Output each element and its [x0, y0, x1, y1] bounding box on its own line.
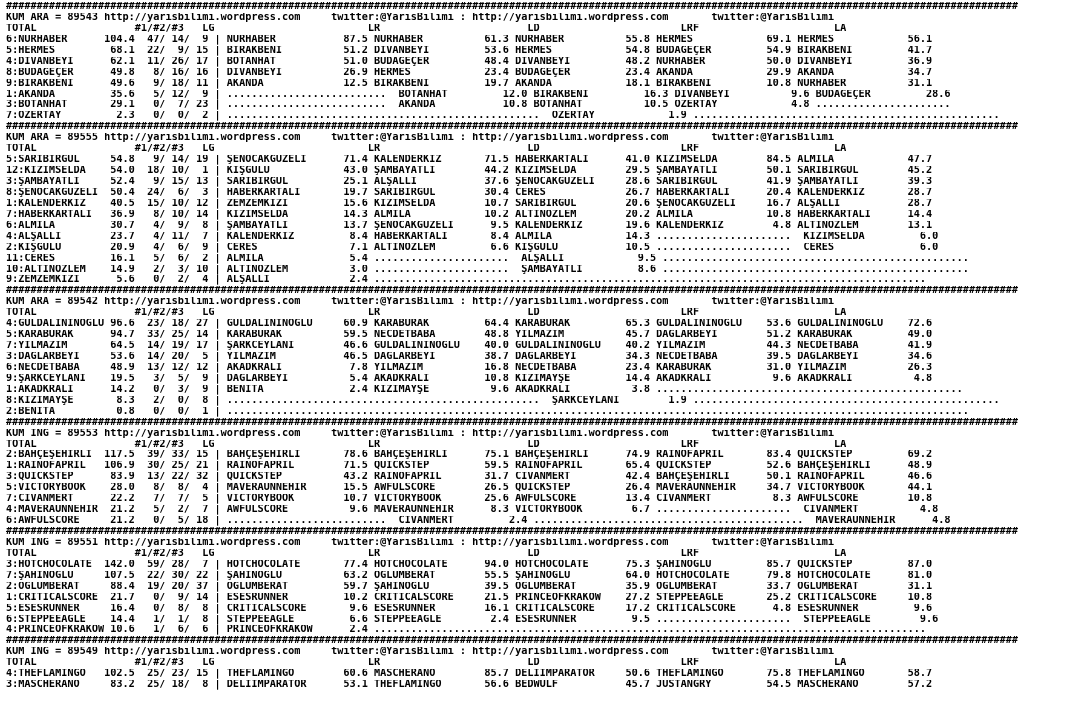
result-row: 6:STEPPEEAGLE 14.4 1/ 1/ 8 | STEPPEEAGLE 6.6 STEPPEEAGLE 2.4 ESESRUNNER 9.5 ...................... STEPPEEAGLE 9.6 [6, 614, 939, 625]
result-row: 1:AKANDA 35.6 5/ 12/ 9 | .......................... BOTANHAT 12.0 BIRAKBENİ 16.3 DİVANBEYİ 9.6 BUDAGEÇER 28.6 [6, 89, 951, 100]
result-row: 2:OĞLUMBERAT 88.4 19/ 20/ 37 | OĞLUMBERAT 59.7 ŞAHİNOĞLU 39.5 OĞLUMBERAT 35.9 OĞLUMBERAT 33.7 OĞLUMBERAT 31.1 [6, 581, 933, 592]
result-row: 4:DİVANBEYİ 62.1 11/ 26/ 17 | BOTANHAT 51.0 BUDAGEÇER 48.4 DİVANBEYİ 48.2 NURHABER 50.0 DİVANBEYİ 36.9 [6, 56, 933, 67]
result-row: 3:MASCHERANO 83.2 25/ 18/ 8 | DELİİMPARATOR 53.1 THEFLAMINGO 56.6 BEDWULF 45.7 JUSTANGRY 54.5 MASCHERANO 57.2 [6, 680, 933, 691]
result-row: 7:ŞAHİNOĞLU 107.5 22/ 30/ 22 | ŞAHİNOĞLU 63.2 OĞLUMBERAT 55.5 ŞAHİNOĞLU 64.0 HOTCHOCOLATE 79.8 HOTCHOCOLATE 81.0 [6, 570, 933, 581]
result-row: 6:NURHABER 104.4 47/ 14/ 9 | NURHABER 87.5 NURHABER 61.3 NURHABER 55.8 HERMES 69.1 HERMES 56.1 [6, 34, 933, 45]
result-row: 6:ALMİLA 30.7 4/ 9/ 8 | ŞAMBAYATLI 13.7 ŞENOCAKGÜZELİ 9.5 KALENDERKIZ 19.6 KALENDERKIZ 4.8 ALTINÖZLEM 13.1 [6, 220, 933, 231]
result-row: 7:ÖZERTAY 2.3 0/ 0/ 2 | ................................................... ÖZERTAY 1.9 .................................................. [6, 111, 1000, 122]
result-row: 5:KARABURAK 94.7 33/ 25/ 14 | KARABURAK 59.5 NECDETBABA 48.8 YILMAZIM 45.7 DAĞLARBEYİ 51.2 KARABURAK 49.0 [6, 330, 933, 341]
column-header: TOTAL #1/#2/#3 LG LR LD LRF LA [6, 308, 847, 319]
section-divider: ##################################################################################################################################################################### [6, 2, 1019, 12]
result-row: 7:CIVANMERT 22.2 7/ 7/ 5 | VICTORYBOOK 10.7 VICTORYBOOK 25.6 AWFULSCORE 13.4 CIVANMERT 8.3 AWFULSCORE 10.8 [6, 494, 933, 505]
section-divider: ##################################################################################################################################################################### [6, 636, 1019, 647]
result-row: 3:HOTCHOCOLATE 142.0 59/ 28/ 7 | HOTCHOCOLATE 77.4 HOTCHOCOLATE 94.0 HOTCHOCOLATE 75.3 ŞAHİNOĞLU 85.7 QUICKSTEP 87.0 [6, 559, 933, 570]
section-divider: ##################################################################################################################################################################### [6, 286, 1019, 297]
result-row: 3:DAĞLARBEYİ 53.6 14/ 20/ 5 | YILMAZIM 46.5 DAĞLARBEYİ 38.7 DAĞLARBEYİ 34.3 NECDETBABA 39.5 DAĞLARBEYİ 34.6 [6, 352, 933, 362]
result-row: 1:CRITICALSCORE 21.7 0/ 9/ 14 | ESESRUNNER 10.2 CRITICALSCORE 21.5 PRINCEOFKRAKOW 27.2 STEPPEEAGLE 25.2 CRITICALSCORE 10.8 [6, 592, 933, 603]
section-divider: ##################################################################################################################################################################### [6, 527, 1019, 537]
section-divider: ##################################################################################################################################################################### [6, 417, 1019, 428]
result-row: 6:AWFULSCORE 21.2 0/ 5/ 18 | .......................... CIVANMERT 2.4 ............................................ MAVERAÜNNEHİR 4.8 [6, 516, 951, 527]
result-row: 4:MAVERAÜNNEHİR 21.2 5/ 2/ 7 | AWFULSCORE 9.6 MAVERAÜNNEHİR 8.3 VICTORYBOOK 6.7 ...................... CIVANMERT 4.8 [6, 505, 939, 516]
column-header: TOTAL #1/#2/#3 LG LR LD LRF LA [6, 658, 847, 669]
race-header: KUM ARA = 89542 http://yarisbilimi.wordpress.com twitter:@YarisBilimi : http://yarisbilimi.wordpress.com twitter:@YarisBilimi [6, 297, 835, 308]
race-header: KUM ING = 89553 http://yarisbilimi.wordpress.com twitter:@YarisBilimi : http://yarisbilimi.wordpress.com twitter:@YarisBilimi [6, 428, 835, 439]
result-row: 6:NECDETBABA 48.9 13/ 12/ 12 | AKADKRALI 7.8 YILMAZIM 16.8 NECDETBABA 23.4 KARABURAK 31.0 YILMAZIM 26.3 [6, 362, 933, 373]
result-row: 9:ŞARKCEYLANI 19.5 3/ 5/ 9 | DAĞLARBEYİ 5.4 AKADKRALI 10.8 KIZIMAYŞE 14.4 AKADKRALI 9.6 AKADKRALI 4.8 [6, 373, 933, 384]
result-row: 5:VICTORYBOOK 28.0 8/ 8/ 4 | MAVERAÜNNEHİR 15.5 AWFULSCORE 26.5 QUICKSTEP 26.4 MAVERAÜNNEHİR 34.7 VICTORYBOOK 44.1 [6, 483, 933, 494]
result-row: 1:KALENDERKIZ 40.5 15/ 10/ 12 | ZEMZEMKIZI 15.6 KIZIMSELDA 10.7 SARIBİRGÜL 20.6 ŞENOCAKGÜZELİ 16.7 ALŞALLI 28.7 [6, 198, 933, 209]
column-header: TOTAL #1/#2/#3 LG LR LD LRF LA [6, 548, 847, 559]
result-row: 1:RAINOFAPRIL 106.9 30/ 25/ 21 | RAINOFAPRIL 71.5 QUICKSTEP 59.5 RAINOFAPRIL 65.4 QUICKSTEP 52.6 BAHÇEŞEHİRLİ 48.9 [6, 461, 933, 472]
race-header: KUM ING = 89549 http://yarisbilimi.wordpress.com twitter:@YarisBilimi : http://yarisbilimi.wordpress.com twitter:@YarisBilimi [6, 647, 835, 658]
result-row: 7:HABERKARTALI 36.9 8/ 10/ 14 | KIZIMSELDA 14.3 ALMİLA 10.2 ALTINÖZLEM 20.2 ALMİLA 10.8 HABERKARTALI 14.4 [6, 209, 933, 220]
column-header: TOTAL #1/#2/#3 LG LR LD LRF LA [6, 144, 847, 155]
result-row: 2:BENİTA 0.8 0/ 0/ 1 | ......................................................................................................................... [6, 406, 969, 417]
result-row: 8:BUDAGEÇER 49.8 8/ 16/ 16 | DİVANBEYİ 26.9 HERMES 23.4 BUDAGEÇER 23.4 AKANDA 29.9 AKANDA 34.7 [6, 67, 933, 78]
result-row: 3:QUICKSTEP 83.9 13/ 22/ 32 | QUICKSTEP 43.2 RAINOFAPRIL 31.7 CIVANMERT 42.4 BAHÇEŞEHİRLİ 50.1 RAINOFAPRIL 46.6 [6, 472, 933, 483]
result-row: 12:KIZIMSELDA 54.0 18/ 10/ 1 | KIŞGÜLÜ 43.0 ŞAMBAYATLI 44.2 KIZIMSELDA 29.5 ŞAMBAYATLI 50.1 SARIBİRGÜL 45.2 [6, 166, 933, 177]
column-header: TOTAL #1/#2/#3 LG LR LD LRF LA [6, 439, 847, 450]
result-row: 2:BAHÇEŞEHİRLİ 117.5 39/ 33/ 15 | BAHÇEŞEHİRLİ 78.6 BAHÇEŞEHİRLİ 75.1 BAHÇEŞEHİRLİ 74.9 RAINOFAPRIL 83.4 QUICKSTEP 69.2 [6, 450, 933, 461]
race-header: KUM ARA = 89555 http://yarisbilimi.wordpress.com twitter:@YarisBilimi : http://yarisbilimi.wordpress.com twitter:@YarisBilimi [6, 133, 835, 144]
result-row: 11:CERES 16.1 5/ 6/ 2 | ALMİLA 5.4 ...................... ALŞALLI 9.5 .................................................. [6, 253, 969, 264]
result-row: 3:ŞAMBAYATLI 52.4 9/ 15/ 13 | SARIBİRGÜL 25.1 ALŞALLI 37.6 ŞENOCAKGÜZELİ 28.6 SARIBİRGÜL 41.9 ŞAMBAYATLI 39.3 [6, 177, 933, 187]
result-row: 8:KIZIMAYŞE 8.3 2/ 0/ 8 | ................................................... ŞARKCEYLANI 1.9 .................................................. [6, 395, 1000, 406]
result-row: 7:YILMAZIM 64.5 14/ 19/ 17 | ŞARKCEYLANI 46.6 GÜLDALININOĞLU 40.0 GÜLDALININOĞLU 40.2 YILMAZIM 44.3 NECDETBABA 41.9 [6, 341, 933, 352]
result-row: 9:ZEMZEMKIZI 5.6 0/ 2/ 4 | ALŞALLI 2.4 .......................................................................................... [6, 275, 927, 286]
result-row: 3:BOTANHAT 29.1 0/ 7/ 23 | .......................... AKANDA 10.8 BOTANHAT 10.5 ÖZERTAY 4.8 ...................... [6, 100, 951, 111]
result-row: 10:ALTINÖZLEM 14.9 2/ 3/ 10 | ALTINÖZLEM 3.0 ...................... ŞAMBAYATLI 8.6 .................................................. [6, 264, 969, 275]
result-row: 2:KIŞGÜLÜ 20.9 4/ 6/ 9 | CERES 7.1 ALTINÖZLEM 6.6 KIŞGÜLÜ 10.5 ...................... CERES 6.0 [6, 242, 939, 253]
result-row: 5:SARIBİRGÜL 54.8 9/ 14/ 19 | ŞENOCAKGÜZELİ 71.4 KALENDERKIZ 71.5 HABERKARTALI 41.0 KIZIMSELDA 84.5 ALMİLA 47.7 [6, 155, 933, 166]
section-divider: ##################################################################################################################################################################### [6, 122, 1019, 133]
result-row: 1:AKADKRALI 14.2 0/ 3/ 9 | BENİTA 2.4 KIZIMAYŞE 9.6 AKADKRALI 3.8 .................................................. [6, 384, 963, 395]
race-header: KUM ING = 89551 http://yarisbilimi.wordpress.com twitter:@YarisBilimi : http://yarisbilimi.wordpress.com twitter:@YarisBilimi [6, 537, 835, 548]
result-row: 8:ŞENOCAKGÜZELİ 50.4 24/ 6/ 3 | HABERKARTALI 19.7 SARIBİRGÜL 30.4 CERES 26.7 HABERKARTALI 20.4 KALENDERKIZ 28.7 [6, 187, 933, 198]
result-row: 4:PRINCEOFKRAKOW 10.6 1/ 6/ 6 | PRINCEOFKRAKOW 2.4 .......................................................................................... [6, 625, 927, 636]
result-row: 5:HERMES 68.1 22/ 9/ 15 | BIRAKBENİ 51.2 DİVANBEYİ 53.6 HERMES 54.8 BUDAGEÇER 54.9 BIRAKBENİ 41.7 [6, 45, 933, 56]
column-header: TOTAL #1/#2/#3 LG LR LD LRF LA [6, 23, 847, 34]
result-row: 5:ESESRUNNER 16.4 0/ 8/ 8 | CRITICALSCORE 9.6 ESESRUNNER 16.1 CRITICALSCORE 17.2 CRITICALSCORE 4.8 ESESRUNNER 9.6 [6, 603, 933, 614]
result-row: 9:BIRAKBENİ 49.6 9/ 18/ 11 | AKANDA 12.5 BIRAKBENİ 19.7 AKANDA 18.1 BIRAKBENİ 10.8 NURHABER 31.1 [6, 78, 933, 89]
result-row: 4:THEFLAMINGO 102.5 25/ 23/ 15 | THEFLAMINGO 60.6 MASCHERANO 85.7 DELİİMPARATOR 50.6 THEFLAMINGO 75.8 THEFLAMINGO 58.7 [6, 669, 933, 680]
result-row: 4:ALŞALLI 23.7 4/ 11/ 7 | KALENDERKIZ 8.4 HABERKARTALI 8.4 ALMİLA 14.3 ...................... KIZIMSELDA 6.0 [6, 231, 939, 242]
race-header: KUM ARA = 89543 http://yarisbilimi.wordpress.com twitter:@YarisBilimi : http://yarisbilimi.wordpress.com twitter:@YarisBilimi [6, 12, 835, 23]
result-row: 4:GÜLDALININOĞLU 96.6 23/ 18/ 27 | GÜLDALININOĞLU 60.9 KARABURAK 64.4 KARABURAK 65.3 GÜLDALININOĞLU 53.6 GÜLDALININOĞLU 72.6 [6, 319, 933, 330]
